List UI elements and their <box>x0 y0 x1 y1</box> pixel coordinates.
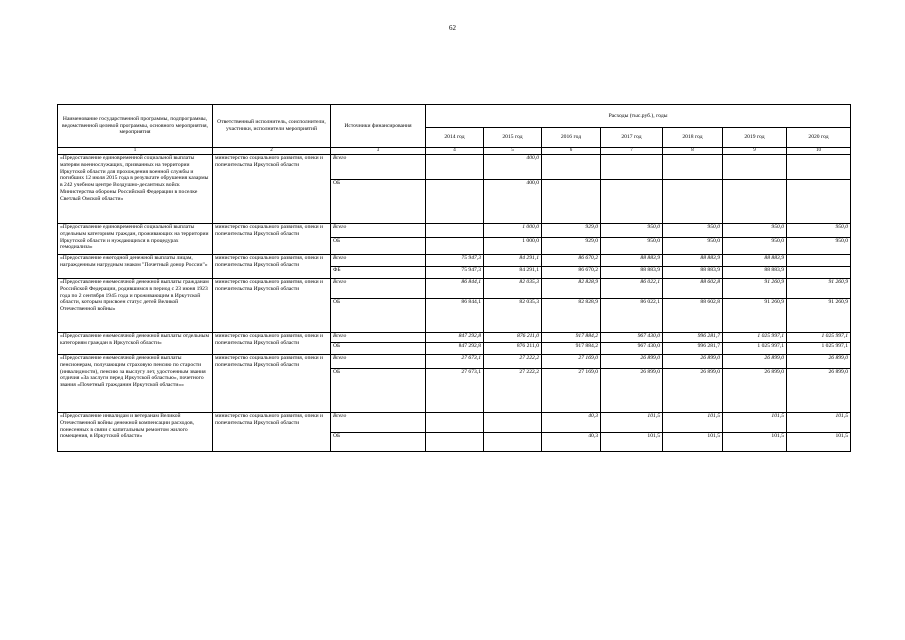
measure-executor: министерство социального развития, опеки и попечительства Иркутской области <box>213 224 331 255</box>
total-value: 950,0 <box>723 224 787 238</box>
source-value: 917 884,2 <box>542 343 601 355</box>
total-value <box>484 413 542 433</box>
source-value: 950,0 <box>787 238 851 255</box>
total-value: 101,5 <box>723 413 787 433</box>
source-total-label: Всего <box>331 255 426 267</box>
table-row <box>58 413 851 433</box>
column-number: 4 <box>426 148 484 155</box>
source-value: 101,5 <box>723 433 787 452</box>
header-expenses: Расходы (тыс.руб.), годы <box>426 105 851 128</box>
source-value: 1 025 997,1 <box>723 343 787 355</box>
total-value <box>787 155 851 180</box>
total-value: 88 883,9 <box>663 255 723 267</box>
source-value: 86 022,1 <box>601 299 663 333</box>
column-number: 1 <box>58 148 213 155</box>
total-value: 950,0 <box>663 224 723 238</box>
table-row <box>58 255 851 267</box>
total-value: 101,5 <box>663 413 723 433</box>
measure-name: «Предоставление единовременной социальной выплаты матерям военнослужащих, призванных на территории Иркутской области для прохождения военной службы и погибших 12 июля 2015 года в результате обрушения казармы в 242 учебном центре Воздушно-десантных войск Министерства обороны Российской Федерации в поселке Светлый Омской области» <box>58 155 213 224</box>
total-value: 88 883,9 <box>723 255 787 267</box>
source-value <box>484 433 542 452</box>
source-label: ОБ <box>331 180 426 224</box>
header-source: Источники финансирования <box>331 105 426 148</box>
total-value: 967 430,0 <box>601 333 663 343</box>
source-value: 996 281,7 <box>663 343 723 355</box>
total-value: 88 602,8 <box>663 279 723 299</box>
source-value: 26 899,0 <box>601 369 663 413</box>
source-label: ОБ <box>331 299 426 333</box>
total-value: 950,0 <box>601 224 663 238</box>
source-total-label: Всего <box>331 355 426 369</box>
table-row <box>58 224 851 238</box>
source-total-label: Всего <box>331 155 426 180</box>
source-value: 82 828,9 <box>542 299 601 333</box>
measure-name: «Предоставление ежемесячной денежной выплаты гражданам Российской Федерации, родившимся в период с 23 июня 1923 года по 2 сентября 1945 года и проживающим в Иркутской области, которым присвоен статус детей Великой Отечественной войны» <box>58 279 213 333</box>
source-label: ФБ <box>331 267 426 279</box>
source-value: 929,0 <box>542 238 601 255</box>
measure-executor: министерство социального развития, опеки и попечительства Иркутской области <box>213 255 331 279</box>
source-value: 88 883,9 <box>601 267 663 279</box>
column-number: 2 <box>213 148 331 155</box>
source-value <box>426 433 484 452</box>
total-value: 26 899,0 <box>723 355 787 369</box>
source-value: 26 899,0 <box>723 369 787 413</box>
source-value: 27 673,1 <box>426 369 484 413</box>
page-number: 62 <box>449 24 456 32</box>
source-value <box>723 180 787 224</box>
table-row <box>58 279 851 299</box>
total-value: 88 883,9 <box>601 255 663 267</box>
column-number: 10 <box>787 148 851 155</box>
source-value: 876 211,0 <box>484 343 542 355</box>
total-value: 40,3 <box>542 413 601 433</box>
total-value: 26 899,0 <box>663 355 723 369</box>
source-value: 91 260,9 <box>723 299 787 333</box>
total-value <box>426 155 484 180</box>
source-label: ОБ <box>331 343 426 355</box>
total-value: 86 022,1 <box>601 279 663 299</box>
total-value <box>426 224 484 238</box>
source-value: 101,5 <box>663 433 723 452</box>
total-value: 86 670,2 <box>542 255 601 267</box>
total-value: 950,0 <box>787 224 851 238</box>
total-value: 929,0 <box>542 224 601 238</box>
total-value: 1 025 997,1 <box>723 333 787 343</box>
source-value: 101,5 <box>787 433 851 452</box>
column-number: 9 <box>723 148 787 155</box>
table-row <box>58 355 851 369</box>
total-value: 27 222,2 <box>484 355 542 369</box>
source-value: 75 947,3 <box>426 267 484 279</box>
column-number: 6 <box>542 148 601 155</box>
header-year: 2017 год <box>601 128 663 148</box>
source-value: 1 025 997,1 <box>787 343 851 355</box>
source-value: 82 035,3 <box>484 299 542 333</box>
measure-executor: министерство социального развития, опеки и попечительства Иркутской области <box>213 279 331 333</box>
measure-executor: министерство социального развития, опеки и попечительства Иркутской области <box>213 355 331 413</box>
total-value: 847 292,8 <box>426 333 484 343</box>
total-value: 27 673,1 <box>426 355 484 369</box>
source-value: 40,3 <box>542 433 601 452</box>
source-total-label: Всего <box>331 279 426 299</box>
source-value: 27 169,0 <box>542 369 601 413</box>
total-value <box>542 155 601 180</box>
column-number: 8 <box>663 148 723 155</box>
total-value <box>426 413 484 433</box>
header-year: 2015 год <box>484 128 542 148</box>
total-value <box>601 155 663 180</box>
source-value <box>787 267 851 279</box>
source-value: 86 670,2 <box>542 267 601 279</box>
table-row <box>58 333 851 343</box>
source-value <box>787 180 851 224</box>
total-value: 26 899,0 <box>601 355 663 369</box>
source-value <box>426 238 484 255</box>
column-number: 7 <box>601 148 663 155</box>
source-value: 88 602,8 <box>663 299 723 333</box>
total-value: 876 211,0 <box>484 333 542 343</box>
total-value: 101,5 <box>601 413 663 433</box>
budget-table <box>57 104 851 452</box>
total-value: 1 000,0 <box>484 224 542 238</box>
source-value: 88 883,9 <box>723 267 787 279</box>
source-value: 27 222,2 <box>484 369 542 413</box>
header-year: 2014 год <box>426 128 484 148</box>
source-label: ОБ <box>331 433 426 452</box>
total-value: 75 947,3 <box>426 255 484 267</box>
total-value: 82 035,3 <box>484 279 542 299</box>
total-value: 917 884,2 <box>542 333 601 343</box>
measure-executor: министерство социального развития, опеки и попечительства Иркутской области <box>213 333 331 355</box>
total-value: 86 844,1 <box>426 279 484 299</box>
source-value: 26 899,0 <box>787 369 851 413</box>
measure-name: «Предоставление ежегодной денежной выплаты лицам, награжденным нагрудным знаком "Почетный донор России"» <box>58 255 213 279</box>
source-value: 88 883,9 <box>663 267 723 279</box>
source-value: 26 899,0 <box>663 369 723 413</box>
source-value <box>542 180 601 224</box>
header-year: 2018 год <box>663 128 723 148</box>
column-number-row <box>58 148 851 155</box>
source-value: 101,5 <box>601 433 663 452</box>
source-value <box>426 180 484 224</box>
table-row <box>58 155 851 180</box>
total-value: 91 260,9 <box>787 279 851 299</box>
total-value: 82 828,9 <box>542 279 601 299</box>
total-value: 101,5 <box>787 413 851 433</box>
source-value <box>663 180 723 224</box>
total-value <box>787 255 851 267</box>
measure-name: «Предоставление ежемесячной денежной выплаты отдельным категориям граждан в Иркутской области» <box>58 333 213 355</box>
header-year: 2020 год <box>787 128 851 148</box>
source-label: ОБ <box>331 369 426 413</box>
source-value: 950,0 <box>663 238 723 255</box>
source-value: 967 430,0 <box>601 343 663 355</box>
header-year: 2016 год <box>542 128 601 148</box>
source-value: 1 000,0 <box>484 238 542 255</box>
measure-name: «Предоставление ежемесячной денежной выплаты пенсионерам, получающим страховую пенсию по старости (инвалидности), пенсию за выслугу лет, удостоенным звания отдичия «За заслуги перед Иркутской областью», почетного звания «Почетный гражданин Иркутской области»» <box>58 355 213 413</box>
source-value: 91 260,9 <box>787 299 851 333</box>
header-executor: Ответственный исполнитель, соисполнители, участники, исполнители мероприятий <box>213 105 331 148</box>
source-value: 86 844,1 <box>426 299 484 333</box>
measure-executor: министерство социального развития, опеки и попечительства Иркутской области <box>213 413 331 452</box>
total-value: 996 281,7 <box>663 333 723 343</box>
source-value: 847 292,8 <box>426 343 484 355</box>
column-number: 5 <box>484 148 542 155</box>
total-value: 26 899,0 <box>787 355 851 369</box>
measure-name: «Предоставление единовременной социальной выплаты отдельным категориям граждан, проживающих на территории Иркутской области и нуждающихся в процедурах гемодиализа» <box>58 224 213 255</box>
measure-name: «Предоставление инвалидам и ветеранам Великой Отечественной войны денежной компенсации расходов, понесенных в связи с капитальным ремонтом жилого помещения, в Иркутской области» <box>58 413 213 452</box>
source-total-label: Всего <box>331 333 426 343</box>
total-value: 400,0 <box>484 155 542 180</box>
source-value: 950,0 <box>723 238 787 255</box>
source-value: 950,0 <box>601 238 663 255</box>
header-year: 2019 год <box>723 128 787 148</box>
total-value: 84 291,1 <box>484 255 542 267</box>
column-number: 3 <box>331 148 426 155</box>
source-total-label: Всего <box>331 413 426 433</box>
source-value <box>601 180 663 224</box>
total-value: 1 025 997,1 <box>787 333 851 343</box>
total-value <box>663 155 723 180</box>
measure-executor: министерство социального развития, опеки и попечительства Иркутской области <box>213 155 331 224</box>
source-value: 84 291,1 <box>484 267 542 279</box>
source-label: ОБ <box>331 238 426 255</box>
source-total-label: Всего <box>331 224 426 238</box>
source-value: 400,0 <box>484 180 542 224</box>
total-value <box>723 155 787 180</box>
total-value: 91 260,9 <box>723 279 787 299</box>
header-name: Наименование государственной программы, подпрограммы, ведомственной целевой программы, основного мероприятия, мероприятия <box>58 105 213 148</box>
total-value: 27 169,0 <box>542 355 601 369</box>
